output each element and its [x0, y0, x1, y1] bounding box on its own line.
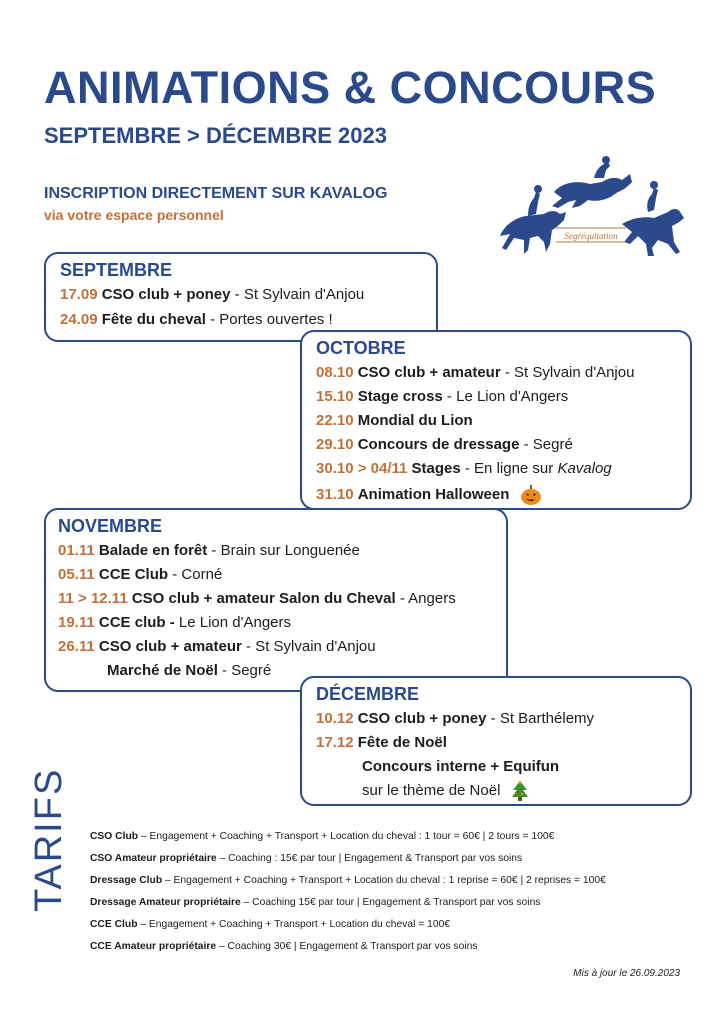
event-place: - Brain sur Longuenée	[207, 542, 360, 559]
event-place: - St Sylvain d'Anjou	[230, 286, 365, 303]
event-item	[316, 412, 473, 429]
event-name: Fête du cheval	[101, 311, 206, 328]
event-item	[316, 734, 447, 751]
month-title-octobre: OCTOBRE	[316, 338, 406, 358]
tarif-row	[90, 919, 450, 930]
event-item	[316, 388, 568, 405]
event-date: 11 > 12.11	[58, 590, 128, 607]
club-logo	[492, 152, 688, 264]
septembre-panel	[44, 252, 438, 342]
event-date: 22.10	[316, 412, 354, 429]
tarif-text: – Engagement + Coaching + Transport + Location du cheval = 100€	[137, 919, 451, 930]
event-place: - Angers	[395, 590, 456, 607]
event-place: - St Sylvain d'Anjou	[241, 638, 376, 655]
event-place: - St Sylvain d'Anjou	[500, 364, 635, 381]
event-item	[58, 542, 360, 559]
event-item	[316, 460, 612, 477]
event-place: Le Lion d'Angers	[174, 614, 292, 631]
event-date: 05.11	[58, 566, 95, 583]
event-date: 29.10	[316, 436, 354, 453]
event-item	[362, 758, 559, 775]
event-name: Animation Halloween	[357, 485, 510, 503]
event-name: Stages	[411, 460, 461, 477]
event-name: Concours interne + Equifun	[362, 758, 560, 775]
event-name: Concours de dressage	[357, 436, 520, 453]
tarif-row	[90, 897, 540, 908]
event-date: 10.12	[316, 710, 354, 727]
tarif-row	[90, 875, 606, 886]
event-date: 01.11	[58, 542, 95, 559]
event-item	[316, 710, 594, 727]
event-date: 08.10	[316, 364, 354, 381]
event-name: CCE club -	[98, 614, 175, 631]
tarif-text: – Engagement + Coaching + Transport + Location du cheval : 1 tour = 60€ | 2 tours = 100€	[138, 831, 555, 842]
page-subtitle: SEPTEMBRE > DÉCEMBRE 2023	[44, 123, 387, 148]
event-date: 24.09	[60, 311, 98, 328]
octobre-panel	[300, 330, 692, 510]
event-place: - En ligne sur	[460, 460, 558, 477]
tarif-text: – Coaching 15€ par tour | Engagement & Transport par vos soins	[240, 897, 541, 908]
event-name: Balade en forêt	[98, 542, 208, 559]
inscription-heading: INSCRIPTION DIRECTEMENT SUR KAVALOG	[44, 185, 388, 202]
event-name: Mondial du Lion	[357, 412, 473, 429]
event-date: 30.10 > 04/11	[316, 460, 408, 477]
event-date: 31.10	[316, 485, 354, 503]
event-place: - Segré	[519, 436, 573, 453]
tarif-name: CSO Amateur propriétaire	[90, 853, 217, 864]
month-title-septembre: SEPTEMBRE	[60, 260, 173, 280]
event-date: 15.10	[316, 388, 354, 405]
event-item	[316, 436, 573, 453]
tarif-name: Dressage Club	[90, 875, 163, 886]
event-item	[362, 780, 529, 802]
tarif-name: CCE Amateur propriétaire	[90, 941, 217, 952]
pumpkin-icon	[520, 484, 542, 506]
event-place: - Segré	[217, 662, 272, 679]
event-place: - Portes ouvertes !	[205, 311, 333, 328]
logo-text: Segréquitation	[564, 231, 618, 241]
month-title-novembre: NOVEMBRE	[58, 516, 163, 536]
page-title: ANIMATIONS & CONCOURS	[44, 62, 657, 113]
month-title-decembre: DÉCEMBRE	[316, 684, 420, 704]
event-item	[58, 566, 222, 583]
event-item	[58, 590, 456, 607]
tarif-text: – Coaching 30€ | Engagement & Transport par vos soins	[216, 941, 478, 952]
event-name: CSO club + amateur	[98, 638, 242, 655]
event-item	[107, 662, 271, 679]
event-name: CSO club + poney	[101, 286, 231, 303]
event-item	[58, 638, 376, 655]
event-item	[60, 311, 333, 328]
event-place: sur le thème de Noël	[362, 781, 501, 799]
event-name: Fête de Noël	[357, 734, 447, 751]
event-item	[316, 484, 542, 506]
tarifs-label: TARIFS	[28, 767, 70, 912]
event-date: 26.11	[58, 638, 95, 655]
christmas-tree-icon	[511, 780, 529, 802]
event-date: 17.12	[316, 734, 354, 751]
event-place: - Le Lion d'Angers	[442, 388, 569, 405]
tarif-name: CCE Club	[90, 919, 138, 930]
novembre-panel	[44, 508, 508, 692]
event-name: Stage cross	[357, 388, 443, 405]
kavalog-link[interactable]: Kavalog	[557, 460, 612, 477]
event-name: CSO club + amateur Salon du Cheval	[131, 590, 396, 607]
event-date: 19.11	[58, 614, 95, 631]
tarif-row	[90, 831, 554, 842]
event-place: - Corné	[168, 566, 223, 583]
update-date: Mis à jour le 26.09.2023	[573, 968, 680, 979]
event-item	[60, 286, 364, 303]
tarif-text: – Engagement + Coaching + Transport + Location du cheval : 1 reprise = 60€ | 2 reprises = 100€	[162, 875, 606, 886]
event-name: CSO club + amateur	[357, 364, 501, 381]
tarif-row	[90, 941, 477, 952]
tarif-name: CSO Club	[90, 831, 139, 842]
decembre-panel	[300, 676, 692, 806]
tarif-name: Dressage Amateur propriétaire	[90, 897, 241, 908]
event-name: Marché de Noël	[107, 662, 218, 679]
inscription-subtext: via votre espace personnel	[44, 207, 224, 223]
event-name: CSO club + poney	[357, 710, 487, 727]
event-place: - St Barthélemy	[486, 710, 595, 727]
event-item	[316, 364, 634, 381]
tarif-row	[90, 853, 522, 864]
event-date: 17.09	[60, 286, 98, 303]
tarif-text: – Coaching : 15€ par tour | Engagement & Transport par vos soins	[216, 853, 523, 864]
event-item	[58, 614, 291, 631]
event-name: CCE Club	[98, 566, 169, 583]
